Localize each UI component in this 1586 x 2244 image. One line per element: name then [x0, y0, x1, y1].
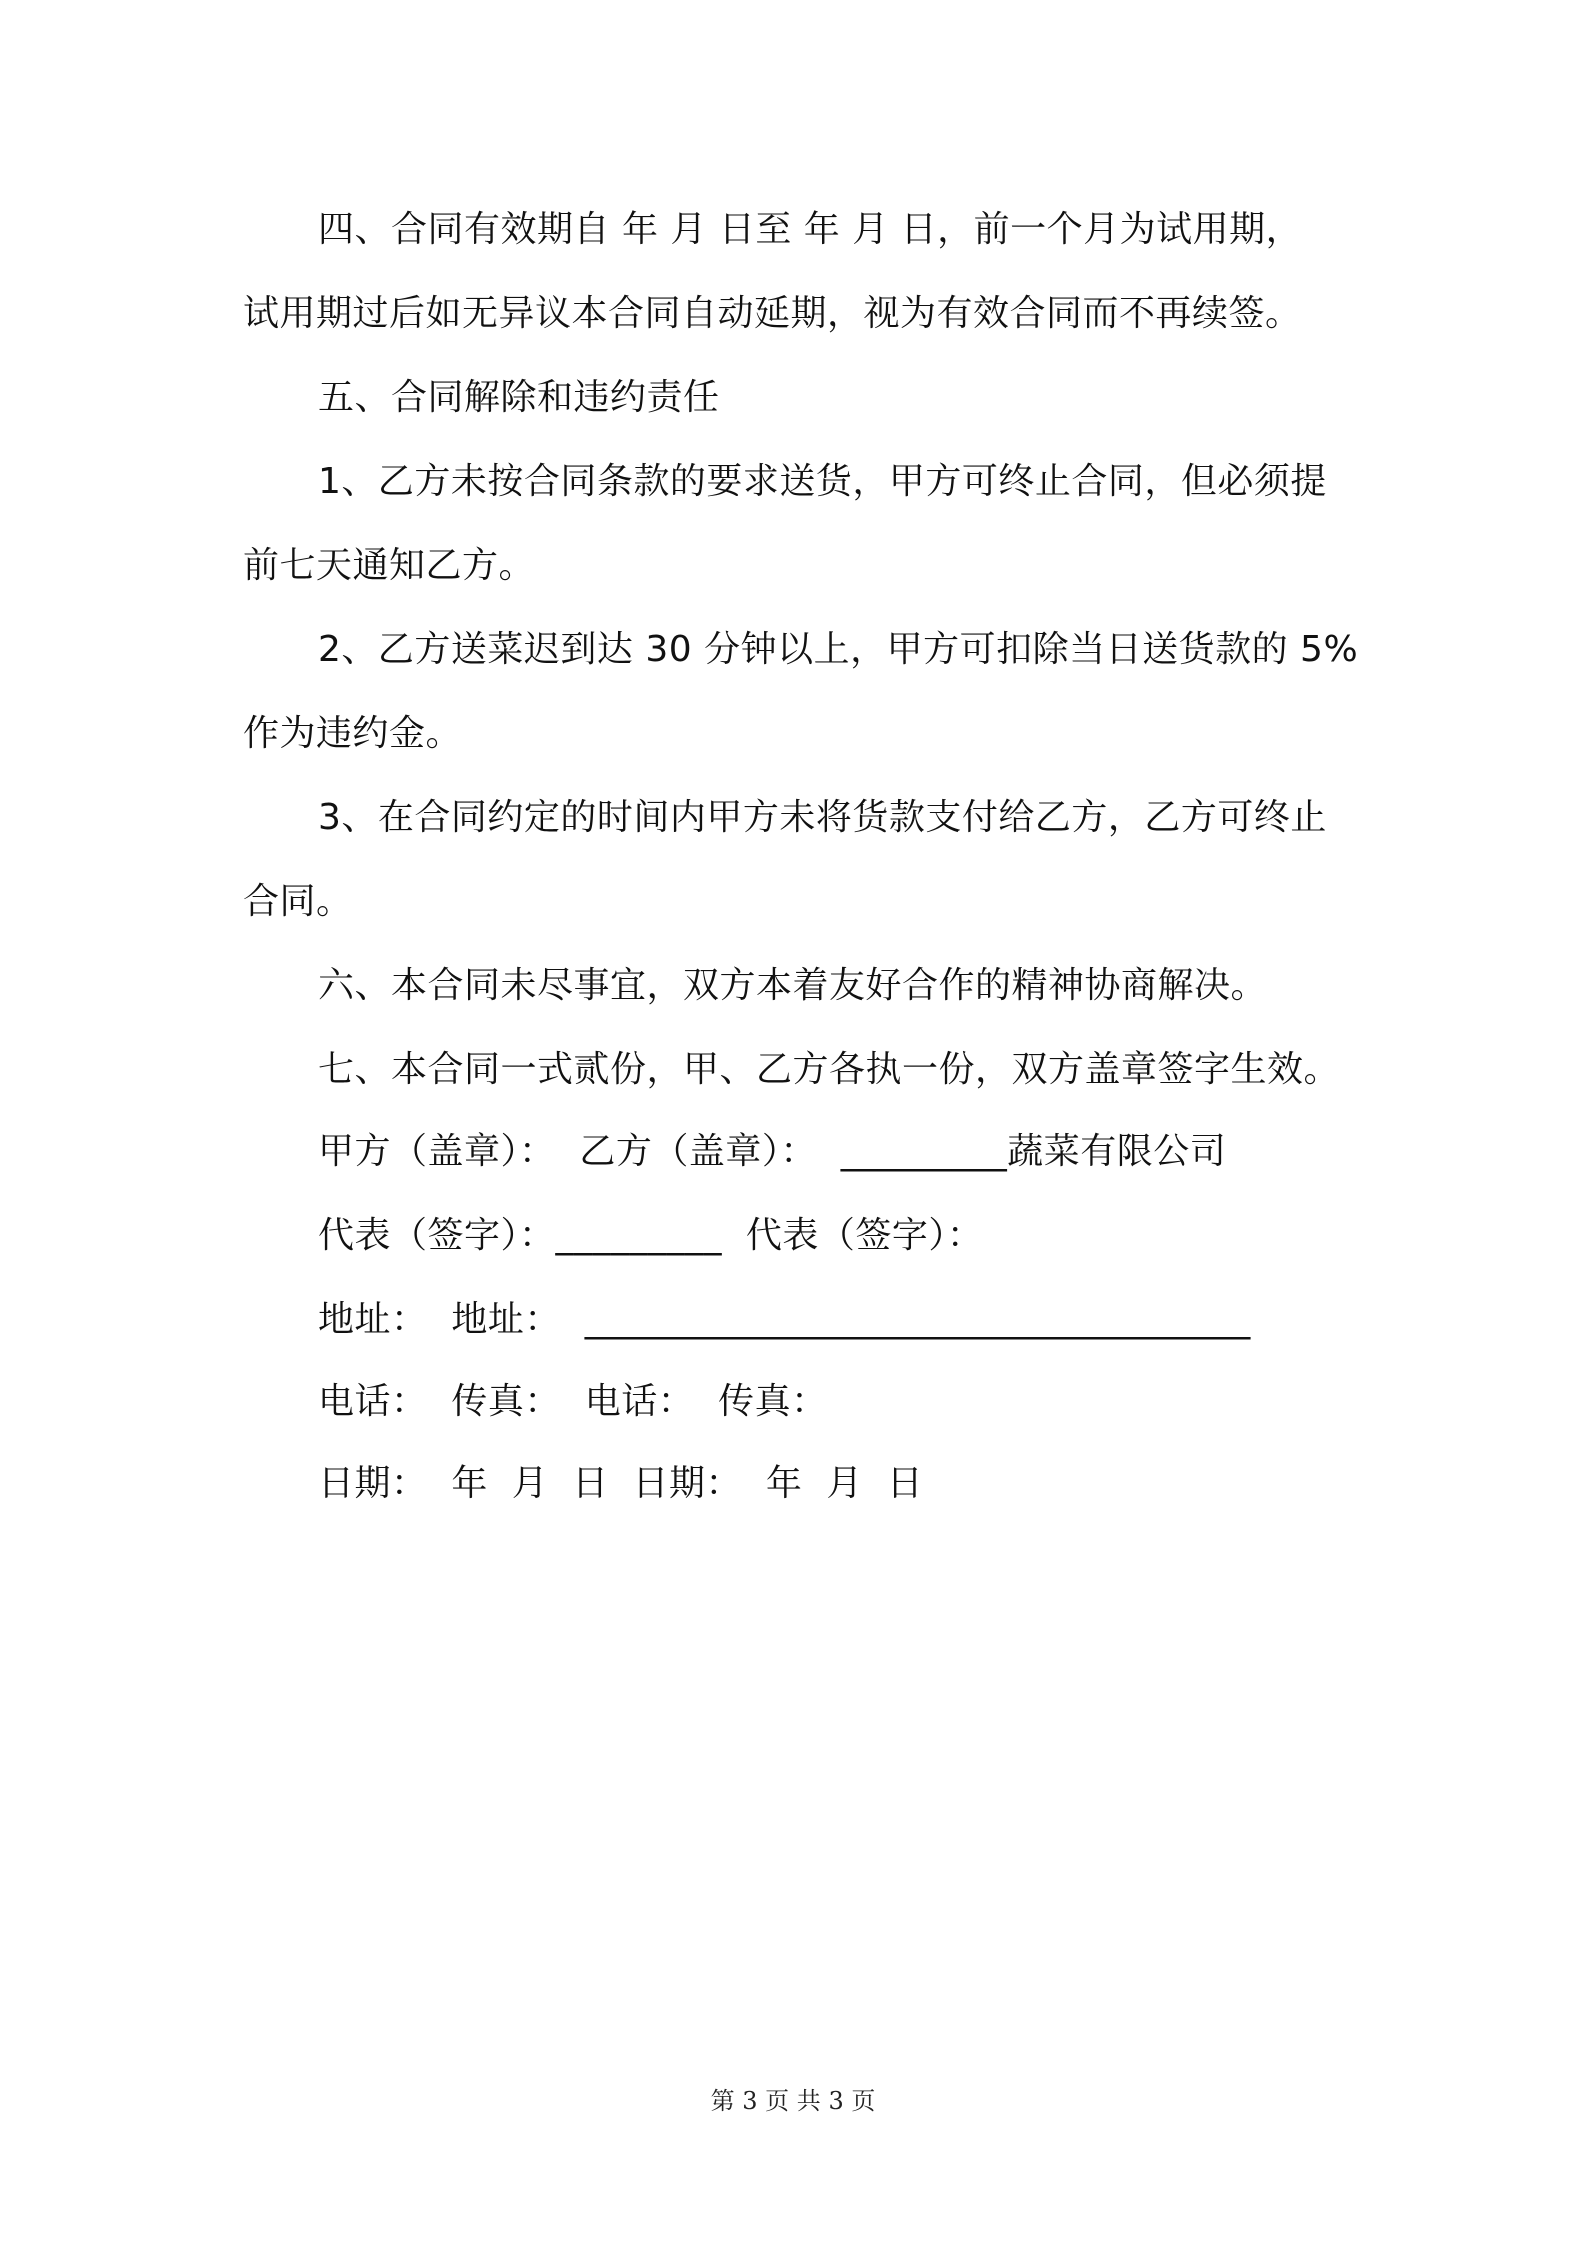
clause-5-3-line-2: 合同。 [243, 881, 353, 922]
clause-5-1-line-2: 前七天通知乙方。 [243, 545, 536, 586]
clause-5-2-line-1: 2、乙方送菜迟到达 30 分钟以上，甲方可扣除当日送货款的 5% [318, 629, 1359, 670]
page-number-footer: 第 3 页 共 3 页 [710, 2087, 876, 2115]
signature-date-row: 日期： 年 月 日 日期： 年 月 日 [318, 1463, 924, 1504]
clause-6: 六、本合同未尽事宜，双方本着友好合作的精神协商解决。 [318, 965, 1268, 1006]
clause-5-heading: 五、合同解除和违约责任 [318, 377, 720, 418]
clause-7: 七、本合同一式贰份，甲、乙方各执一份，双方盖章签字生效。 [318, 1049, 1341, 1090]
signature-address-row: 地址： 地址： ____________________________________ [318, 1299, 1251, 1340]
clause-5-2-line-2: 作为违约金。 [243, 713, 463, 754]
clause-5-1-line-1: 1、乙方未按合同条款的要求送货，甲方可终止合同，但必须提 [318, 461, 1327, 502]
signature-seal-row: 甲方（盖章）： 乙方（盖章）： _________蔬菜有限公司 [318, 1131, 1227, 1172]
signature-phone-fax-row: 电话： 传真： 电话： 传真： [318, 1381, 828, 1422]
clause-4-line-1: 四、合同有效期自 年 月 日至 年 月 日，前一个月为试用期， [318, 209, 1303, 250]
signature-representative-row: 代表（签字）：_________ 代表（签字）： [318, 1215, 984, 1256]
clause-4-line-2: 试用期过后如无异议本合同自动延期，视为有效合同而不再续签。 [243, 293, 1302, 334]
clause-5-3-line-1: 3、在合同约定的时间内甲方未将货款支付给乙方，乙方可终止 [318, 797, 1327, 838]
